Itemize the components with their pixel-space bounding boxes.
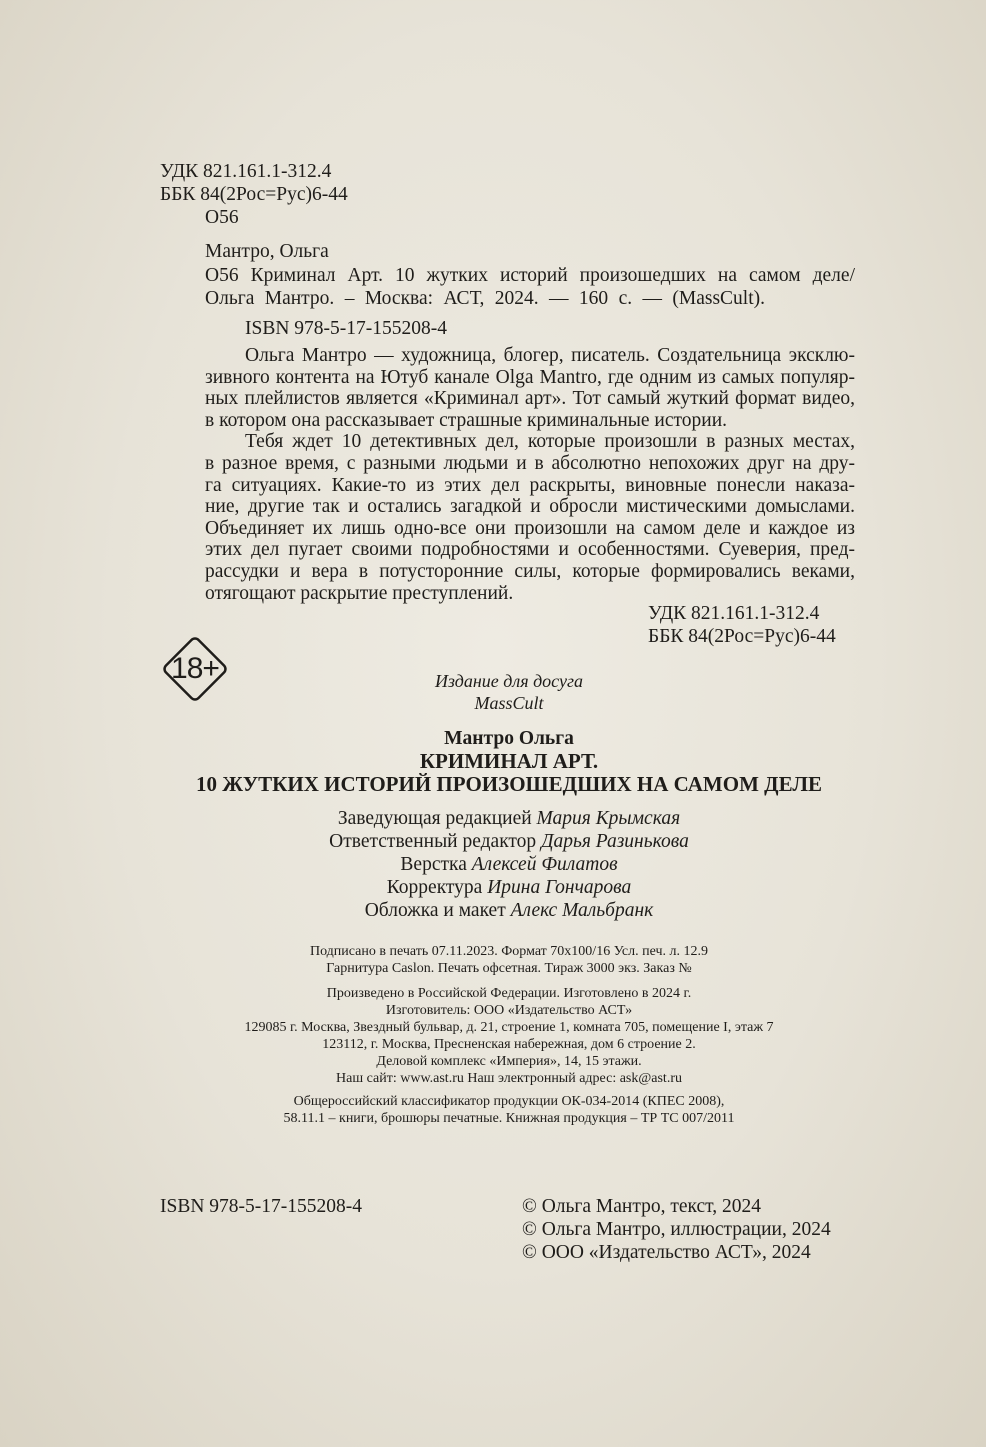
annotation-line: Ольга Мантро — художница, блогер, писатель. Создательница эксклю- [245,345,855,366]
staff-name: Алексей Филатов [471,854,618,875]
annotation [205,345,855,604]
producer-info-line: Деловой комплекс «Империя», 14, 15 этажи. [376,1054,642,1069]
producer-info-line: Изготовитель: ООО «Издательство АСТ» [385,1003,633,1018]
annotation-line: в котором она рассказывает страшные криминальные истории. [205,409,728,431]
bbk-code-bottom: ББК 84(2Рос=Рус)6-44 [648,626,836,647]
annotation-line: отягощают раскрытие преступлений. [205,582,514,604]
entry-isbn: ISBN 978-5-17-155208-4 [245,318,448,339]
producer-info-line: 123112, г. Москва, Пресненская набережная, дом 6 строение 2. [322,1037,696,1052]
staff-role: Верстка [400,854,467,875]
book-subtitle: 10 ЖУТКИХ ИСТОРИЙ ПРОИЗОШЕДШИХ НА САМОМ ДЕЛЕ [196,772,822,796]
staff-role: Обложка и макет [364,900,506,921]
producer-info-line: 129085 г. Москва, Звездный бульвар, д. 21, строение 1, комната 705, помещение I, этаж 7 [244,1020,774,1035]
annotation-line: ние, другие так и остались загадкой и обросли мистическими домыслами. [205,496,855,518]
udk-code-bottom: УДК 821.161.1-312.4 [648,603,820,624]
producer-info-line: Произведено в Российской Федерации. Изготовлено в 2024 г. [326,986,692,1001]
classifier-info-line: 58.11.1 – книги, брошюры печатные. Книжная продукция – ТР ТС 007/2011 [283,1111,735,1126]
print-info-line: Подписано в печать 07.11.2023. Формат 70х100/16 Усл. печ. л. 12.9 [309,944,709,959]
staff-credit [0,807,986,830]
staff-name: Мария Крымская [536,808,681,829]
annotation-line: га ситуациях. Какие-то из этих дел раскрыты, виновные понесли наказа- [205,474,855,496]
annotation-line: в разное время, с разными людьми и в абсолютно непохожих друг на дру- [205,452,855,474]
staff-name: Ирина Гончарова [487,877,632,898]
entry-author: Мантро, Ольга [205,241,329,262]
annotation-line: Объединяет их лишь одно-все они произошли на самом деле и каждое из [205,517,855,539]
producer-info-line: Наш сайт: www.ast.ru Наш электронный адрес: ask@ast.ru [336,1071,682,1086]
staff-name: Алекс Мальбранк [510,900,654,921]
staff-credit [0,853,986,876]
staff-credit [0,830,986,853]
staff-credit [0,899,986,922]
print-info-line: Гарнитура Caslon. Печать офсетная. Тираж 3000 экз. Заказ № [326,961,692,976]
annotation-line: ных плейлистов является «Криминал арт». Тот самый жуткий формат видео, [205,388,855,410]
book-title: КРИМИНАЛ АРТ. [419,749,599,773]
annotation-line: рассудки и вера в потусторонние силы, которые формировались веками, [205,560,855,582]
staff-role: Заведующая редакцией [337,808,532,829]
staff-role: Ответственный редактор [329,831,537,852]
bbk-code: ББК 84(2Рос=Рус)6-44 [160,184,348,205]
author-sign: О56 [205,207,239,228]
udk-code: УДК 821.161.1-312.4 [160,161,332,182]
title-author: Мантро Ольга [444,728,574,749]
annotation-line: Тебя ждет 10 детективных дел, которые произошли в разных местах, [245,431,855,453]
annotation-line: этих дел пугает своими подробностями и особенностями. Суеверия, пред- [205,539,855,561]
annotation-line: зивного контента на Ютуб канале Olga Mantro, где одним из самых популяр- [205,366,855,388]
copyright-line: © Ольга Мантро, иллюстрации, 2024 [522,1219,831,1240]
classifier-info-line: Общероссийский классификатор продукции ОК-034-2014 (КПЕС 2008), [293,1094,725,1109]
entry-title-line: О56 Криминал Арт. 10 жутких историй произошедших на самом деле/ [205,265,855,286]
staff-credit [0,876,986,899]
footer-isbn: ISBN 978-5-17-155208-4 [160,1196,363,1217]
staff-name: Дарья Разинькова [541,831,689,852]
copyright-line: © ООО «Издательство АСТ», 2024 [522,1242,811,1263]
edition-type: Издание для досуга [434,671,584,691]
copyright-line: © Ольга Мантро, текст, 2024 [522,1196,761,1217]
age-rating-text: 18+ [171,652,219,685]
edition-series: MassCult [474,693,544,713]
entry-publisher-line: Ольга Мантро. – Москва: АСТ, 2024. — 160 с. — (MassCult). [205,288,765,309]
staff-role: Корректура [386,877,483,898]
